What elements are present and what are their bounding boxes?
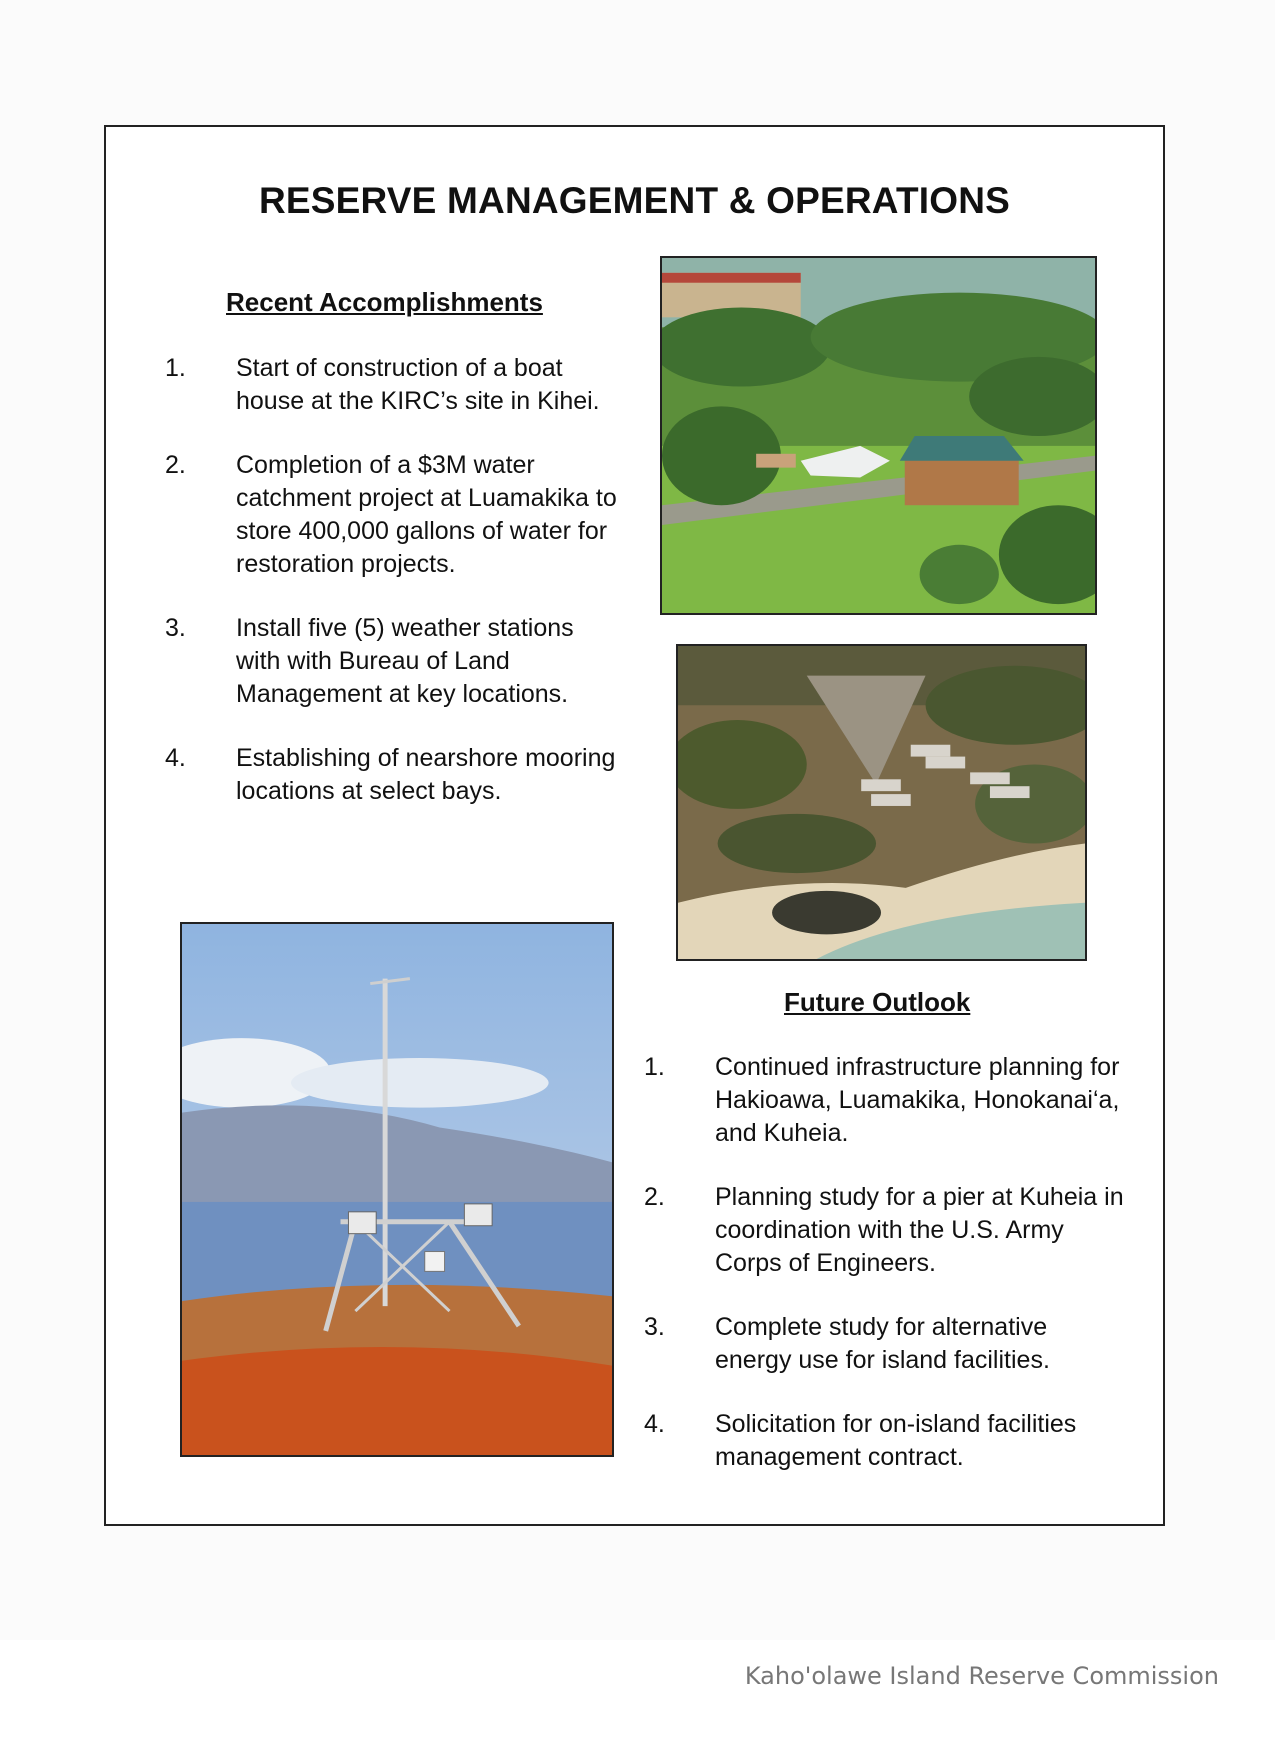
footer-organization-name: Kaho'olawe Island Reserve Commission [744,1662,1219,1690]
page-bottom-strip [0,1640,1275,1754]
aerial-base-camp-image [676,644,1087,961]
list-item [644,1051,1129,1150]
item-number: 2. [165,451,186,479]
list-item [644,1181,1129,1280]
weather-station-image [180,922,614,1457]
item-number: 1. [644,1053,665,1081]
item-text: Planning study for a pier at Kuheia in coordination with the U.S. Army Corps of Engineers. [715,1183,1124,1277]
item-text: Start of construction of a boat house at the KIRC’s site in Kihei. [236,354,600,415]
item-number: 3. [165,614,186,642]
list-item [165,742,620,808]
item-number: 3. [644,1313,665,1341]
list-item [165,612,620,711]
item-text: Completion of a $3M water catchment project at Luamakika to store 400,000 gallons of water for restoration projects. [236,451,617,578]
item-text: Continued infrastructure planning for Hakioawa, Luamakika, Honokanai‘a, and Kuheia. [715,1053,1120,1147]
item-text: Install five (5) weather stations with with Bureau of Land Management at key locations. [236,614,574,708]
item-number: 1. [165,354,186,382]
item-number: 2. [644,1183,665,1211]
list-item [165,449,620,581]
list-item [165,352,620,418]
item-number: 4. [165,744,186,772]
item-text: Complete study for alternative energy use for island facilities. [715,1313,1050,1374]
item-number: 4. [644,1410,665,1438]
item-text: Solicitation for on-island facilities management contract. [715,1410,1077,1471]
future-outlook-heading: Future Outlook [784,987,971,1017]
item-text: Establishing of nearshore mooring locations at select bays. [236,744,616,805]
recent-accomplishments-list [165,352,620,808]
recent-accomplishments-heading: Recent Accomplishments [226,287,543,317]
future-outlook-list [644,1051,1129,1474]
list-item [644,1311,1129,1377]
page-title: RESERVE MANAGEMENT & OPERATIONS [258,180,1011,221]
boat-house-rendering-image [660,256,1097,615]
list-item [644,1408,1129,1474]
